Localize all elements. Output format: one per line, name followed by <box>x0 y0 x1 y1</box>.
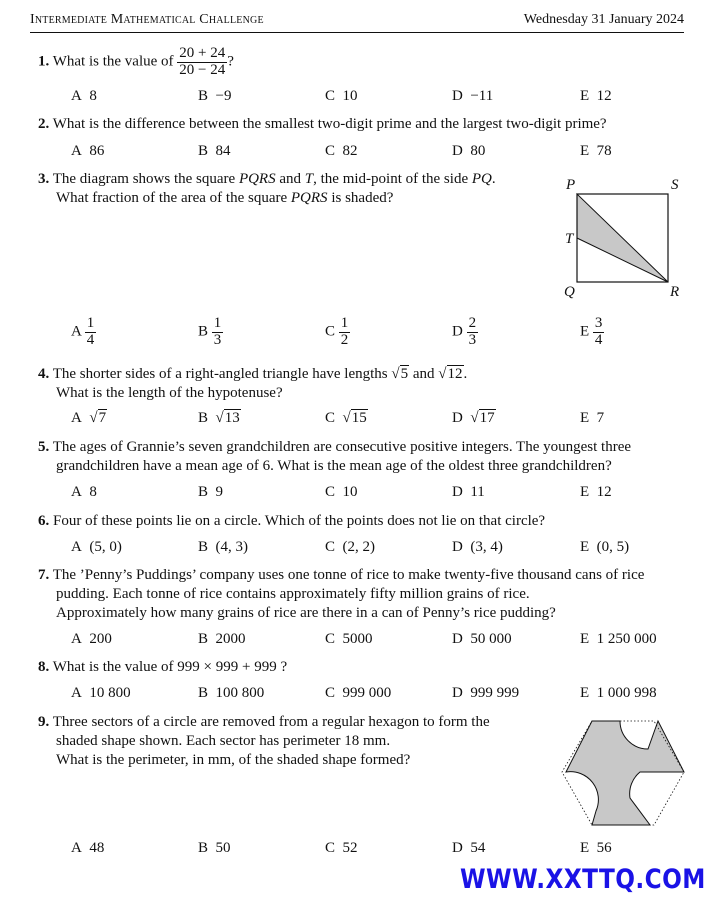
question-9-line-3: What is the perimeter, in mm, of the shaded shape formed? <box>56 752 411 768</box>
square-name: PQRS <box>290 190 328 206</box>
q3-option-a[interactable] <box>71 316 96 349</box>
fraction-numerator: 1 <box>86 315 95 331</box>
option-letter: E <box>580 484 590 500</box>
option-value: 50 <box>215 840 231 856</box>
question-3-line-2 <box>56 190 393 207</box>
fraction-denominator: 2 <box>340 331 349 348</box>
option-letter: D <box>452 631 463 647</box>
question-text: What is the value of 999 × 999 + 999 ? <box>52 659 288 675</box>
option-value: (0, 5) <box>596 539 630 555</box>
option-value: 7 <box>596 410 605 426</box>
sqrt-symbol: √ <box>438 366 447 382</box>
option-value: −11 <box>470 88 494 104</box>
option-letter: E <box>580 88 590 104</box>
shaded-shape <box>566 721 684 825</box>
question-text: . <box>463 366 468 382</box>
radicand: 13 <box>224 410 240 426</box>
question-number: 5. <box>38 439 50 455</box>
option-letter: A <box>71 143 82 159</box>
q7-option-a[interactable] <box>71 631 112 648</box>
q9-option-c[interactable] <box>325 840 358 857</box>
q7-option-d[interactable] <box>452 631 512 648</box>
label-r: R <box>670 284 680 300</box>
q2-option-b[interactable] <box>198 143 231 160</box>
option-value: 999 999 <box>470 685 520 701</box>
root-expression <box>391 366 409 383</box>
option-letter: D <box>452 88 463 104</box>
option-value: 82 <box>342 143 358 159</box>
option-value: 8 <box>89 484 97 500</box>
label-p: P <box>566 177 576 193</box>
fraction-numerator: 1 <box>213 315 222 331</box>
sqrt-symbol: √ <box>89 410 98 426</box>
watermark-text: WWW.XXTTQ.COM <box>460 864 706 895</box>
q3-option-b[interactable] <box>198 316 223 349</box>
option-value: 1 250 000 <box>596 631 657 647</box>
option-letter: D <box>452 143 463 159</box>
radicand: 17 <box>479 410 495 426</box>
q6-option-d[interactable] <box>452 539 503 556</box>
option-value: 52 <box>342 840 358 856</box>
option-value: 5000 <box>342 631 373 647</box>
option-letter: C <box>325 685 336 701</box>
q6-option-a[interactable] <box>71 539 122 556</box>
option-value: 84 <box>215 143 231 159</box>
q5-option-b[interactable] <box>198 484 223 501</box>
question-fraction <box>177 46 227 79</box>
option-letter: C <box>325 410 336 426</box>
question-number: 8. <box>38 659 50 675</box>
option-letter: D <box>452 323 463 340</box>
option-letter: E <box>580 410 590 426</box>
q2-option-d[interactable] <box>452 143 485 160</box>
option-letter: C <box>325 840 336 856</box>
q6-option-b[interactable] <box>198 539 248 556</box>
question-suffix: ? <box>227 53 234 70</box>
fraction-numerator: 3 <box>594 315 603 331</box>
radicand: 5 <box>400 366 409 382</box>
question-number: 9. <box>38 714 50 730</box>
option-letter: C <box>325 143 336 159</box>
option-value: 48 <box>89 840 105 856</box>
q5-option-a[interactable] <box>71 484 97 501</box>
question-number: 7. <box>38 567 50 583</box>
fraction-numerator: 20 + 24 <box>179 45 226 61</box>
question-text: . <box>491 171 496 187</box>
question-text: The ages of Grannie’s seven grandchildren are consecutive positive integers. The youngest three <box>52 439 632 455</box>
question-7-line-3: Approximately how many grains of rice are there in a can of Penny’s rice pudding? <box>56 605 556 621</box>
q9-option-e[interactable] <box>580 840 612 857</box>
fraction-denominator: 20 − 24 <box>179 61 226 78</box>
option-letter: A <box>71 323 82 340</box>
option-letter: C <box>325 323 336 340</box>
option-letter: D <box>452 685 463 701</box>
question-text: Three sectors of a circle are removed from a regular hexagon to form the <box>52 714 490 730</box>
question-text: and <box>412 366 435 382</box>
option-value: 11 <box>470 484 485 500</box>
sqrt-symbol: √ <box>391 366 400 382</box>
hexagon-diagram <box>558 715 688 831</box>
option-letter: E <box>580 631 590 647</box>
q6-option-c[interactable] <box>325 539 375 556</box>
question-number: 3. <box>38 171 50 187</box>
option-letter: E <box>580 539 590 555</box>
question-2 <box>38 116 607 133</box>
option-value: 999 000 <box>342 685 392 701</box>
option-fraction <box>85 316 97 349</box>
question-7 <box>38 567 644 584</box>
q4-option-a[interactable] <box>71 410 107 427</box>
fraction-denominator: 3 <box>468 331 477 348</box>
option-letter: C <box>325 88 336 104</box>
option-letter: B <box>198 484 209 500</box>
fraction-denominator: 3 <box>213 331 222 348</box>
option-value: 54 <box>470 840 486 856</box>
q7-option-c[interactable] <box>325 631 373 648</box>
option-letter: A <box>71 631 82 647</box>
question-text: Four of these points lie on a circle. Which of the points does not lie on that circle? <box>53 513 546 529</box>
square-name: PQRS <box>238 171 276 187</box>
q8-option-b[interactable] <box>198 685 264 702</box>
radicand: 7 <box>98 410 107 426</box>
option-value: −9 <box>215 88 232 104</box>
question-text: , the mid-point of the side <box>313 171 469 187</box>
q4-option-d[interactable] <box>452 410 496 427</box>
option-letter: B <box>198 143 209 159</box>
root-expression <box>470 410 495 427</box>
root-expression <box>216 410 241 427</box>
question-3 <box>38 171 496 188</box>
question-text: The shorter sides of a right-angled triangle have lengths <box>52 366 388 382</box>
option-letter: B <box>198 323 209 340</box>
q1-option-c[interactable] <box>325 88 358 105</box>
q1-option-b[interactable] <box>198 88 231 105</box>
sqrt-symbol: √ <box>215 410 224 426</box>
question-text: The diagram shows the square <box>52 171 236 187</box>
radicand: 15 <box>351 410 367 426</box>
q6-option-e[interactable] <box>580 539 629 556</box>
option-letter: B <box>198 410 209 426</box>
q3-option-c[interactable] <box>325 316 350 349</box>
radicand: 12 <box>447 366 463 382</box>
q8-option-c[interactable] <box>325 685 391 702</box>
option-value: 50 000 <box>470 631 512 647</box>
option-value: 10 <box>342 88 358 104</box>
q8-option-a[interactable] <box>71 685 131 702</box>
option-letter: C <box>325 631 336 647</box>
q4-option-c[interactable] <box>325 410 368 427</box>
option-value: 10 800 <box>89 685 131 701</box>
option-value: 78 <box>596 143 612 159</box>
option-value: 1 000 998 <box>596 685 657 701</box>
q1-option-a[interactable] <box>71 88 97 105</box>
q2-option-a[interactable] <box>71 143 104 160</box>
option-fraction <box>467 316 479 349</box>
option-value: (3, 4) <box>470 539 503 555</box>
question-number: 1. <box>38 53 50 70</box>
q4-option-e[interactable] <box>580 410 604 427</box>
option-value: (4, 3) <box>215 539 249 555</box>
option-letter: B <box>198 88 209 104</box>
option-value: 86 <box>89 143 105 159</box>
label-s: S <box>671 177 679 193</box>
question-text: is shaded? <box>331 190 394 206</box>
option-value: 8 <box>89 88 97 104</box>
question-number: 4. <box>38 366 50 382</box>
question-5-line-2: grandchildren have a mean age of 6. What is the mean age of the oldest three grandchildren? <box>56 458 612 474</box>
option-letter: C <box>325 484 336 500</box>
q3-option-e[interactable] <box>580 316 604 349</box>
header-date: Wednesday 31 January 2024 <box>523 12 684 27</box>
option-value: 100 800 <box>215 685 265 701</box>
side-name: PQ <box>471 171 492 187</box>
option-letter: A <box>71 88 82 104</box>
fraction-denominator: 4 <box>86 331 95 348</box>
question-7-line-2: pudding. Each tonne of rice contains approximately fifty million grains of rice. <box>56 586 530 602</box>
q2-option-c[interactable] <box>325 143 358 160</box>
option-value: 200 <box>89 631 112 647</box>
sqrt-symbol: √ <box>342 410 351 426</box>
option-letter: D <box>452 539 463 555</box>
question-9-line-2: shaded shape shown. Each sector has perimeter 18 mm. <box>56 733 391 749</box>
option-letter: A <box>71 685 82 701</box>
option-letter: B <box>198 631 209 647</box>
label-q: Q <box>564 284 575 300</box>
option-fraction <box>339 316 351 349</box>
option-value: (2, 2) <box>342 539 376 555</box>
option-letter: D <box>452 484 463 500</box>
option-letter: A <box>71 484 82 500</box>
option-value: 12 <box>596 88 612 104</box>
option-value: 2000 <box>215 631 246 647</box>
q4-option-b[interactable] <box>198 410 241 427</box>
option-fraction <box>593 316 605 349</box>
q3-option-d[interactable] <box>452 316 478 349</box>
question-6 <box>38 513 545 530</box>
question-number: 2. <box>38 116 50 132</box>
q1-option-d[interactable] <box>452 88 493 105</box>
option-letter: C <box>325 539 336 555</box>
option-letter: E <box>580 143 590 159</box>
question-5 <box>38 439 631 456</box>
q2-option-e[interactable] <box>580 143 612 160</box>
header-title: Intermediate Mathematical Challenge <box>30 12 264 27</box>
q8-option-d[interactable] <box>452 685 519 702</box>
question-text: What is the value of <box>52 53 174 70</box>
option-value: 12 <box>596 484 612 500</box>
q5-option-d[interactable] <box>452 484 485 501</box>
option-letter: B <box>198 840 209 856</box>
option-letter: E <box>580 323 590 340</box>
q9-option-b[interactable] <box>198 840 231 857</box>
question-text: The ’Penny’s Puddings’ company uses one tonne of rice to make twenty-five thousand cans of rice <box>52 567 645 583</box>
q9-option-a[interactable] <box>71 840 104 857</box>
option-letter: B <box>198 685 209 701</box>
option-letter: E <box>580 685 590 701</box>
question-4 <box>38 366 467 383</box>
question-number: 6. <box>38 513 50 529</box>
option-letter: D <box>452 410 463 426</box>
option-value: 9 <box>215 484 224 500</box>
header-rule <box>30 32 684 33</box>
q7-option-e[interactable] <box>580 631 657 648</box>
option-letter: D <box>452 840 463 856</box>
option-value: 10 <box>342 484 358 500</box>
question-text: What fraction of the area of the square <box>56 190 288 206</box>
question-text: and <box>279 171 302 187</box>
option-value: 80 <box>470 143 486 159</box>
option-value: (5, 0) <box>89 539 122 555</box>
option-value: 56 <box>596 840 612 856</box>
option-fraction <box>212 316 224 349</box>
q1-option-e[interactable] <box>580 88 612 105</box>
option-letter: B <box>198 539 209 555</box>
option-letter: A <box>71 539 82 555</box>
fraction-numerator: 1 <box>340 315 349 331</box>
q5-option-c[interactable] <box>325 484 358 501</box>
option-letter: E <box>580 840 590 856</box>
q7-option-b[interactable] <box>198 631 246 648</box>
question-8 <box>38 659 287 676</box>
root-expression <box>89 410 107 427</box>
root-expression <box>438 366 463 383</box>
q5-option-e[interactable] <box>580 484 612 501</box>
option-letter: A <box>71 410 82 426</box>
fraction-denominator: 4 <box>594 331 603 348</box>
root-expression <box>343 410 368 427</box>
square-diagram <box>555 172 690 302</box>
question-4-line-2: What is the length of the hypotenuse? <box>56 385 283 401</box>
q9-option-d[interactable] <box>452 840 485 857</box>
q8-option-e[interactable] <box>580 685 657 702</box>
sqrt-symbol: √ <box>470 410 479 426</box>
option-letter: A <box>71 840 82 856</box>
fraction-numerator: 2 <box>468 315 477 331</box>
point-name: T <box>304 171 314 187</box>
question-1 <box>38 46 234 79</box>
label-t: T <box>565 231 574 247</box>
shaded-triangle <box>577 194 668 282</box>
question-text: What is the difference between the smallest two-digit prime and the largest two-digit prime? <box>52 116 607 132</box>
question-9 <box>38 714 490 731</box>
